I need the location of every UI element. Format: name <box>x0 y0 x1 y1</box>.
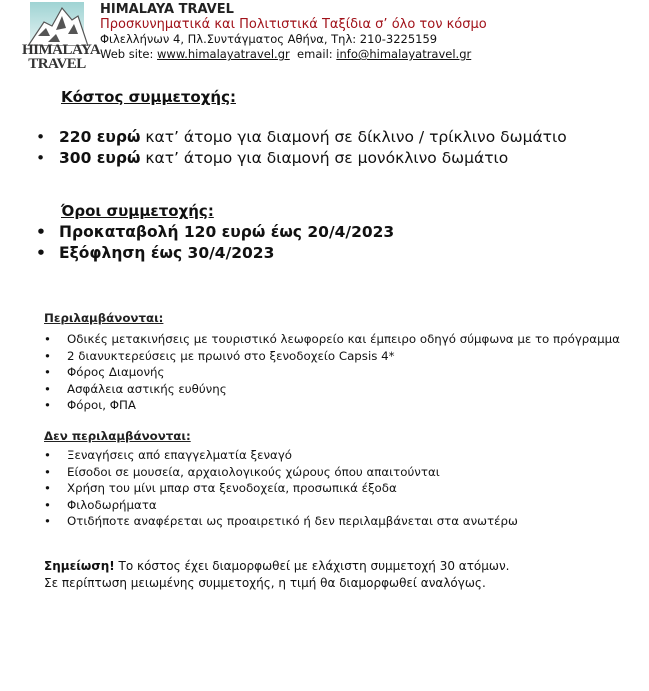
email-link[interactable]: info@himalayatravel.gr <box>336 47 472 61</box>
not-included-item: • Είσοδοι σε μουσεία, αρχαιολογικούς χώρους όπου απαιτούνται <box>44 464 518 481</box>
not-included-item: • Φιλοδωρήματα <box>44 497 518 514</box>
included-item: • 2 διανυκτερεύσεις με πρωινό στο ξενοδοχείο Capsis 4* <box>44 348 620 365</box>
company-tagline: Προσκυνηματικά και Πολιτιστικά Ταξίδια σ’ όλο τον κόσμο <box>100 17 487 32</box>
included-item: • Ασφάλεια αστικής ευθύνης <box>44 381 620 398</box>
cost-item <box>36 148 567 169</box>
note-label: Σημείωση! <box>44 559 115 573</box>
company-address: Φιλελλήνων 4, Πλ.Συντάγματος Αθήνα, Τηλ: 210-3225159 <box>100 32 438 46</box>
website-link[interactable]: www.himalayatravel.gr <box>157 47 290 61</box>
included-item: • Φόρος Διαμονής <box>44 364 620 381</box>
cost-item <box>36 127 567 148</box>
cost-list <box>36 127 567 169</box>
included-item: • Φόροι, ΦΠΑ <box>44 397 620 414</box>
not-included-list <box>44 447 518 530</box>
note-line2: Σε περίπτωση μειωμένης συμμετοχής, η τιμή θα διαμορφωθεί αναλόγως. <box>44 576 486 590</box>
logo-text-line1: HIMALAYA <box>22 42 101 58</box>
included-heading: Περιλαμβάνονται: <box>44 311 164 325</box>
cost-amount: 300 ευρώ <box>59 149 141 167</box>
terms-item: • Προκαταβολή 120 ευρώ έως 20/4/2023 <box>36 222 394 243</box>
cost-heading: Κόστος συμμετοχής: <box>61 88 236 106</box>
note-line1: Το κόστος έχει διαμορφωθεί με ελάχιστη συμμετοχή 30 ατόμων. <box>114 559 510 573</box>
not-included-item: • Ξεναγήσεις από επαγγελματία ξεναγό <box>44 447 518 464</box>
not-included-heading: Δεν περιλαμβάνονται: <box>44 429 191 443</box>
included-list <box>44 331 620 414</box>
not-included-item: • Οτιδήποτε αναφέρεται ως προαιρετικό ή δεν περιλαμβάνεται στα ανωτέρω <box>44 513 518 530</box>
logo-text-line2: TRAVEL <box>28 56 86 72</box>
company-name: HIMALAYA TRAVEL <box>100 2 234 17</box>
terms-list <box>36 222 394 264</box>
cost-amount: 220 ευρώ <box>59 128 141 146</box>
cost-description: κατ’ άτομο για διαμονή σε δίκλινο / τρίκλινο δωμάτιο <box>140 128 567 146</box>
website-label: Web site: <box>100 47 158 61</box>
letterhead <box>100 2 487 62</box>
email-label: email: <box>297 47 337 61</box>
terms-heading: Όροι συμμετοχής: <box>61 202 214 220</box>
included-item: • Οδικές μετακινήσεις με τουριστικό λεωφορείο και έμπειρο οδηγό σύμφωνα με το πρόγραμμα <box>44 331 620 348</box>
mountain-logo-icon <box>22 2 92 46</box>
contact-line <box>100 47 487 62</box>
not-included-item: • Χρήση του μίνι μπαρ στα ξενοδοχεία, προσωπικά έξοδα <box>44 480 518 497</box>
note-paragraph <box>44 558 509 592</box>
terms-item: • Εξόφληση έως 30/4/2023 <box>36 243 394 264</box>
cost-description: κατ’ άτομο για διαμονή σε μονόκλινο δωμάτιο <box>140 149 509 167</box>
company-logo <box>22 2 101 72</box>
